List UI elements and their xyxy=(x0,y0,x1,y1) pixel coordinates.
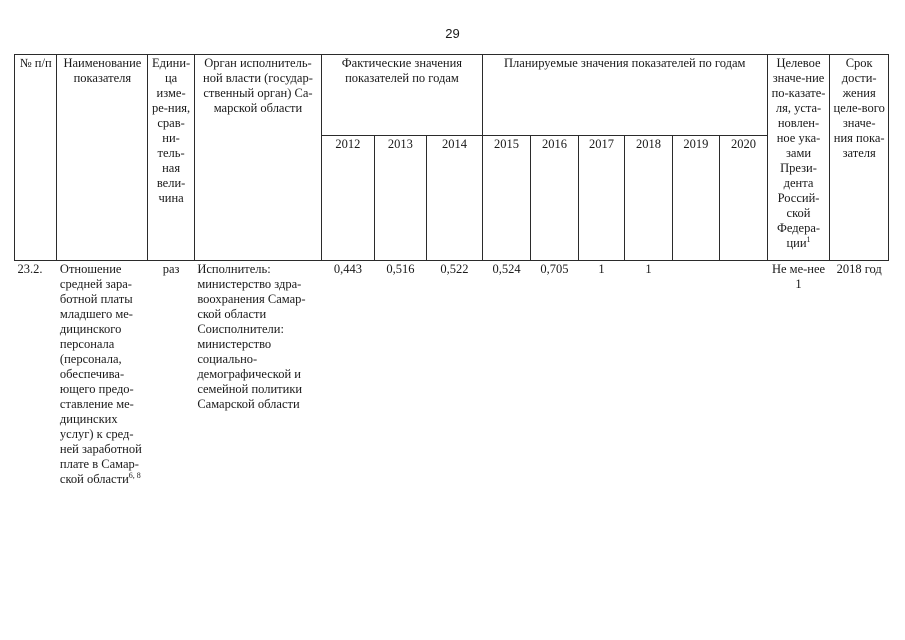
year-2012: 2012 xyxy=(322,136,375,261)
header-name: Наименование показателя xyxy=(57,55,148,261)
indicators-table xyxy=(14,54,889,523)
header-num: № п/п xyxy=(15,55,57,261)
value-2015: 0,524 xyxy=(492,262,521,276)
year-2018: 2018 xyxy=(625,136,672,261)
row-deadline: 2018 год xyxy=(836,262,882,276)
header-fact-values: Фактические значения показателей по годам xyxy=(322,55,483,136)
header-row-1 xyxy=(15,55,889,136)
value-2016: 0,705 xyxy=(540,262,569,276)
year-2015: 2015 xyxy=(482,136,530,261)
header-target-text: Целевое значе-ние по-казате-ля, уста-новлен-ное ука-зами Прези-дента Россий-ской Федера-ции xyxy=(771,56,826,250)
row-name-text: Отношение средней зара-ботной платы младшего ме-дицинского персонала (персонала, обеспечива-ющего предо-ставление ме-дицинских услуг) к сред-ней заработной плате в Самар-ской области xyxy=(59,262,142,486)
row-organ: Исполнитель: министерство здра-воохранения Самар-ской области Соисполнители: министерство социально-демографической и семейной политики Самарской области xyxy=(197,262,306,411)
value-2020 xyxy=(720,261,768,524)
year-2013: 2013 xyxy=(374,136,427,261)
year-2014: 2014 xyxy=(427,136,483,261)
header-unit: Едини-ца изме-ре-ния, срав-ни-тель-ная вели-чина xyxy=(148,55,194,261)
value-2013: 0,516 xyxy=(386,262,415,276)
row-num: 23.2. xyxy=(17,262,43,276)
header-plan-values: Планируемые значения показателей по годам xyxy=(482,55,767,136)
header-target-footnote: 1 xyxy=(806,234,811,244)
year-2016: 2016 xyxy=(531,136,578,261)
value-2017: 1 xyxy=(598,262,605,276)
header-deadline: Срок дости-жения целе-вого значе-ния пока-зателя xyxy=(830,55,889,261)
value-2019 xyxy=(672,261,719,524)
page-number: 29 xyxy=(445,26,460,41)
value-2012: 0,443 xyxy=(333,262,362,276)
header-target xyxy=(767,55,830,261)
value-2014: 0,522 xyxy=(440,262,469,276)
row-target: Не ме-нее 1 xyxy=(771,262,826,291)
value-2018: 1 xyxy=(645,262,652,276)
row-name-footnote: 6, 8 xyxy=(128,470,141,480)
header-organ: Орган исполнитель-ной власти (государ-ственный орган) Са-марской области xyxy=(194,55,321,261)
year-2020: 2020 xyxy=(720,136,768,261)
row-unit: раз xyxy=(162,262,180,276)
table-row xyxy=(15,261,889,524)
year-2019: 2019 xyxy=(672,136,719,261)
row-name xyxy=(57,261,148,524)
year-2017: 2017 xyxy=(578,136,624,261)
